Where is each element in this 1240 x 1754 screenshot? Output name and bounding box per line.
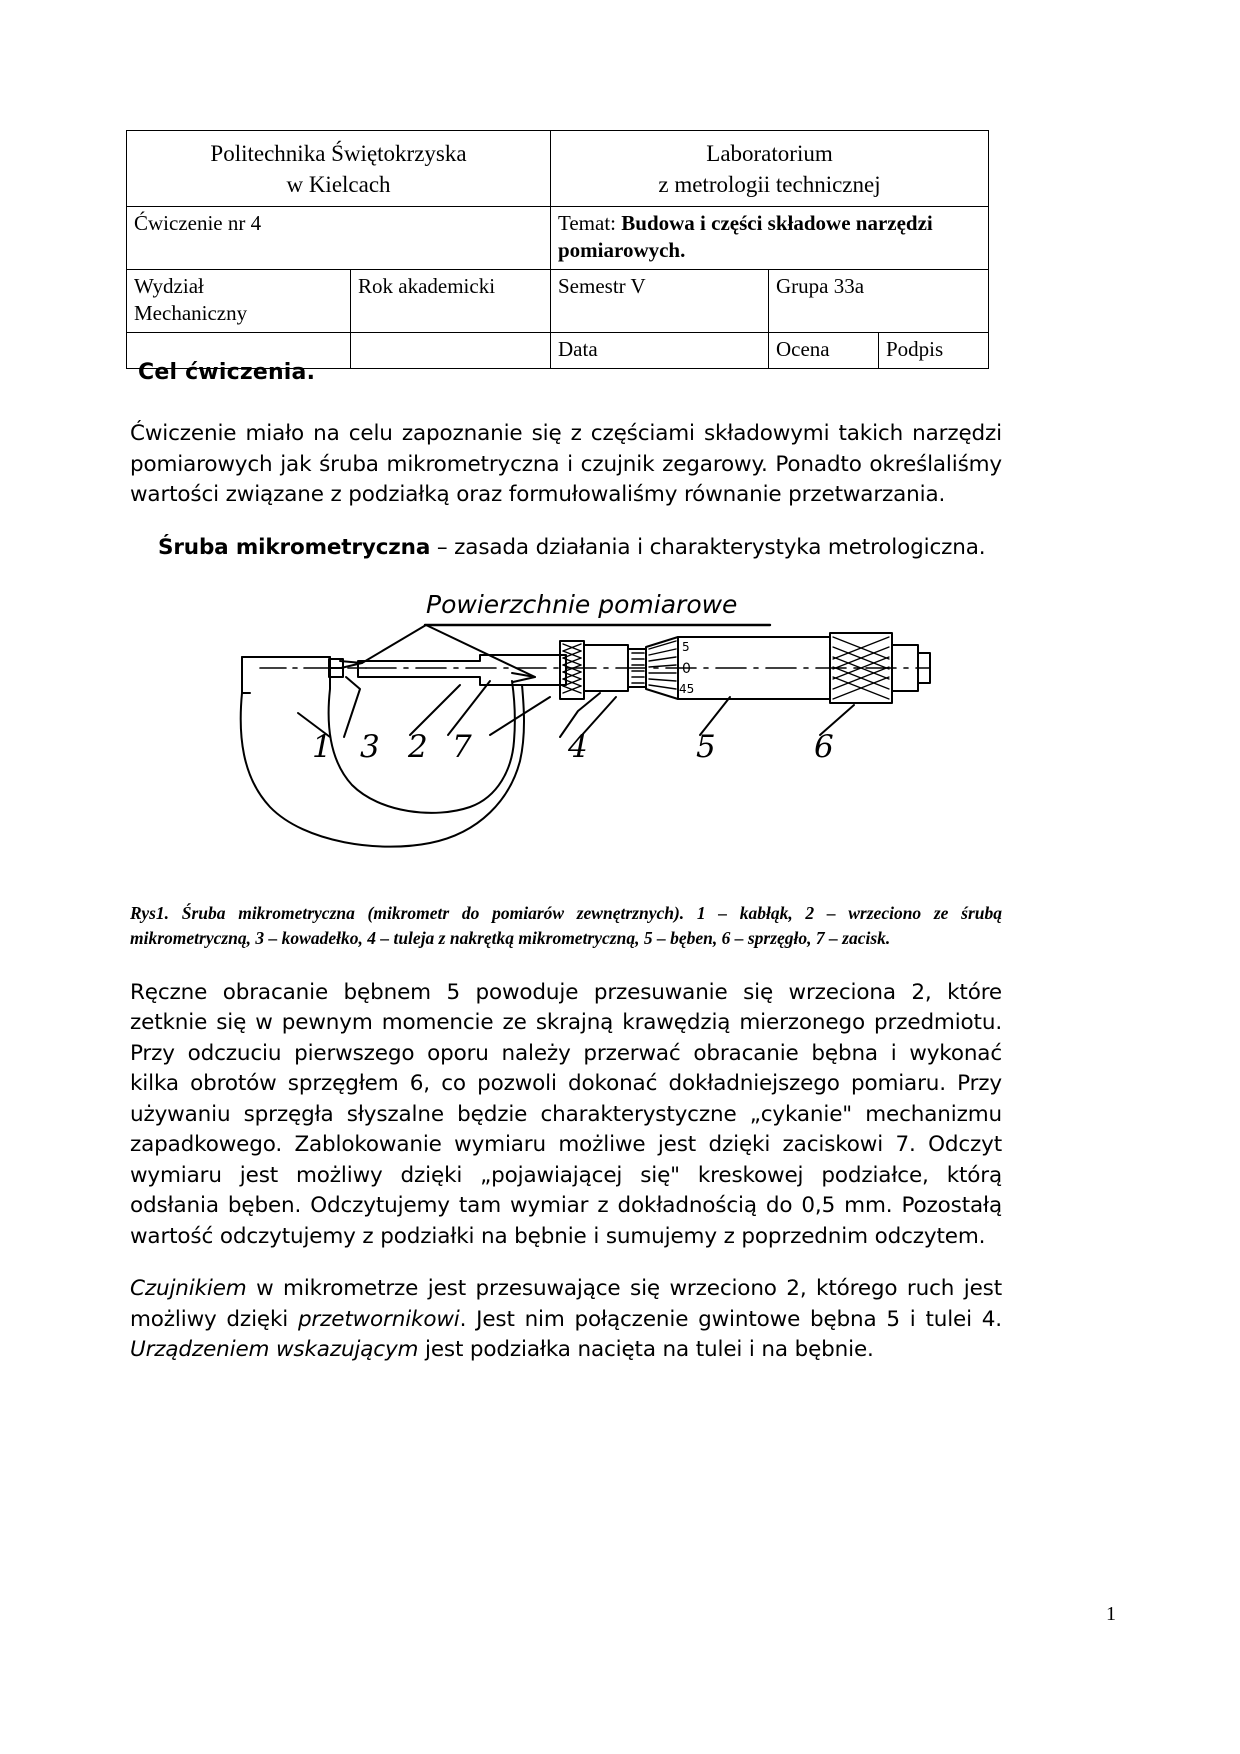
topic-label: Temat:	[558, 211, 617, 236]
cell-topic	[551, 207, 989, 270]
callout-number-2: 2	[408, 729, 428, 766]
cell-semester: Semestr V	[551, 269, 769, 332]
table-row-institution	[127, 131, 989, 207]
drum-scale-label-0: 0	[682, 661, 691, 678]
callout-number-1: 1	[312, 729, 332, 766]
sensor-text-6: jest podziałka nacięta na tulei i na bębnie.	[418, 1337, 874, 1363]
callout-number-4: 4	[568, 729, 588, 766]
faculty-line-1: Wydział	[134, 273, 204, 298]
cell-exercise-number: Ćwiczenie nr 4	[127, 207, 551, 270]
sensor-term-przetwornikowi: przetwornikowi	[297, 1306, 460, 1332]
sensor-text-2: w mikrometrze jest przesuwające się wrzeciono 2, którego ruch jest możliwy dzięki	[130, 1276, 1002, 1332]
university-line-1: Politechnika Świętokrzyska	[210, 141, 467, 166]
page-number: 1	[1106, 1603, 1116, 1625]
paragraph-goal: Ćwiczenie miało na celu zapoznanie się z częściami składowymi takich narzędzi pomiarowych jak śruba mikrometryczna i czujnik zegarowy. Ponadto określaliśmy wartości związane z podziałką oraz formułowaliśmy równanie przetwarzania.	[130, 421, 1002, 508]
paragraph-operation: Ręczne obracanie bębnem 5 powoduje przesuwanie się wrzeciona 2, które zetknie się w pewnym momencie ze skrajną krawędzią mierzonego przedmiotu. Przy odczuciu pierwszego oporu należy przerwać obracanie bębna i wykonać kilka obrotów sprzęgłem 6, co pozwoli dokonać dokładniejszego pomiaru. Przy używaniu sprzęgła słyszalne będzie charakterystyczne „cykanie" mechanizmu zapadkowego. Zablokowanie wymiaru możliwe jest dzięki zaciskowi 7. Odczyt wymiaru jest możliwy dzięki „pojawiającej się" kreskowej podziałce, którą odsłania bęben. Odczytujemy tam wymiar z dokładnością do 0,5 mm. Pozostałą wartość odczytujemy z podziałki na bębnie i sumujemy z poprzednim odczytem.	[130, 979, 1002, 1249]
figure-caption: Rys1. Śruba mikrometryczna (mikrometr do pomiarów zewnętrznych). 1 – kabłąk, 2 – wrzeciono ze śrubą mikrometryczną, 3 – kowadełko, 4 – tuleja z nakrętką mikrometryczną, 5 – bęben, 6 – sprzęgło, 7 – zacisk.	[130, 903, 1002, 949]
laboratory-line-2: z metrologii technicznej	[658, 171, 881, 197]
section-heading-goal: Cel ćwiczenia.	[138, 360, 316, 385]
sensor-term-urzadzeniem-wskazujacym: Urządzeniem wskazującym	[130, 1337, 419, 1363]
micrometer-drawing	[130, 585, 1002, 895]
cell-academic-year: Rok akademicki	[351, 269, 551, 332]
sensor-term-czujnikiem: Czujnikiem	[130, 1276, 247, 1302]
laboratory-line-1: Laboratorium	[706, 141, 833, 166]
document-body	[130, 360, 1002, 1388]
callout-number-5: 5	[696, 729, 716, 766]
cell-date: Data	[551, 332, 769, 368]
cell-signature: Podpis	[879, 332, 989, 368]
table-row-faculty	[127, 269, 989, 332]
cell-grade: Ocena	[769, 332, 879, 368]
callout-number-6: 6	[814, 729, 834, 766]
screw-heading-bold: Śruba mikrometryczna	[158, 534, 431, 560]
cell-group: Grupa 33a	[769, 269, 989, 332]
report-header-table	[126, 130, 989, 369]
paragraph-sensor	[130, 1274, 1002, 1366]
callout-number-3: 3	[360, 729, 380, 766]
cell-university	[127, 131, 551, 207]
table-row-topic	[127, 207, 989, 270]
figure-annotation-label: Powierzchnie pomiarowe	[426, 590, 738, 620]
cell-laboratory	[551, 131, 989, 207]
topic-value-line-2: pomiarowych.	[558, 238, 686, 263]
faculty-line-2: Mechaniczny	[134, 300, 248, 325]
university-line-2: w Kielcach	[286, 171, 391, 197]
callout-number-7: 7	[452, 729, 472, 766]
paragraph-screw-heading	[130, 533, 1002, 564]
topic-value-line-1: Budowa i części składowe narzędzi	[621, 211, 933, 236]
sensor-text-4: . Jest nim połączenie gwintowe bębna 5 i tulei 4.	[459, 1306, 1002, 1332]
figure-micrometer	[130, 585, 1002, 895]
cell-faculty	[127, 269, 351, 332]
drum-scale-label-45: 45	[679, 682, 695, 697]
drum-scale-label-5: 5	[682, 640, 690, 655]
screw-heading-rest: – zasada działania i charakterystyka metrologiczna.	[430, 534, 986, 560]
